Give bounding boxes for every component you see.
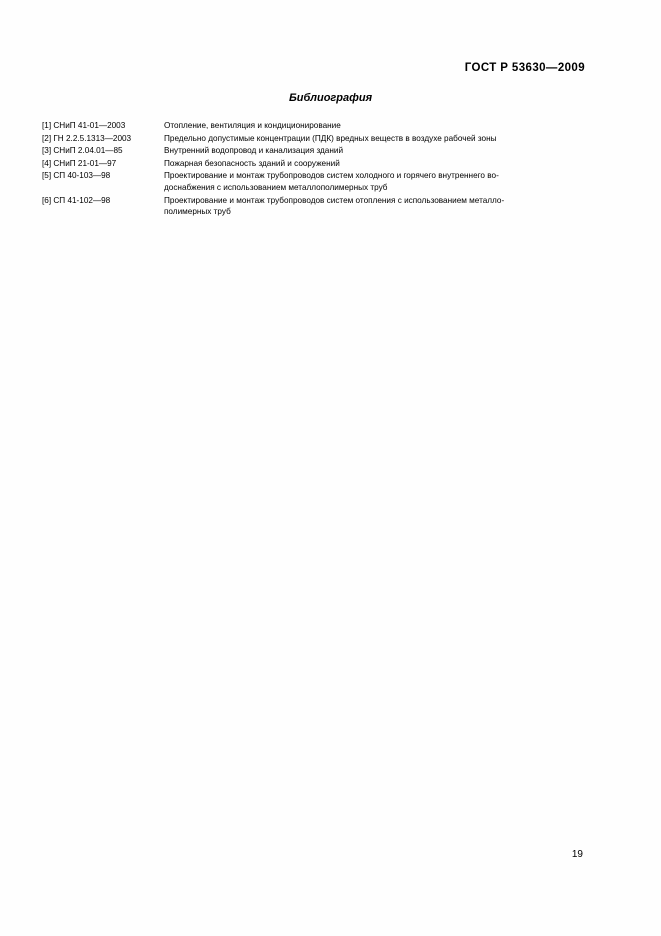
bibliography-list [42,120,602,219]
bibliography-ref: [1] СНиП 41-01—2003 [42,121,126,130]
bibliography-desc [164,145,602,157]
standard-header: ГОСТ Р 53630—2009 [464,62,585,74]
bibliography-desc-line: Проектирование и монтаж трубопроводов систем холодного и горячего внутреннего во- [164,171,499,181]
bibliography-ref: [4] СНиП 21-01—97 [42,158,117,168]
bibliography-desc-line: Предельно допустимые концентрации (ПДК) вредных веществ в воздухе рабочей зоны [164,133,497,143]
bibliography-desc [164,195,602,218]
bibliography-desc [164,120,602,132]
bibliography-desc-line: полимерных труб [164,207,231,217]
list-item [42,145,602,157]
list-item [42,158,602,170]
bibliography-desc-line: Внутренний водопровод и канализация зданий [164,146,344,156]
list-item [42,120,602,132]
list-item [42,195,602,218]
list-item [42,170,602,193]
bibliography-desc-line: доснабжения с использованием металлополимерных труб [164,182,388,192]
bibliography-ref: [2] ГН 2.2.5.1313—2003 [42,133,132,143]
bibliography-desc-line: Пожарная безопасность зданий и сооружений [164,158,340,168]
bibliography-desc [164,133,602,145]
bibliography-desc-line: Отопление, вентиляция и кондиционирование [164,121,341,130]
bibliography-desc [164,170,602,193]
bibliography-ref: [3] СНиП 2.04.01—85 [42,146,123,156]
list-item [42,133,602,145]
bibliography-desc-line: Проектирование и монтаж трубопроводов систем отопления с использованием металло- [164,195,505,205]
page-number: 19 [571,849,583,860]
bibliography-ref: [6] СП 41-102—98 [42,195,111,205]
bibliography-ref: [5] СП 40-103—98 [42,171,111,181]
page-title: Библиография [288,92,373,104]
bibliography-desc [164,158,602,170]
